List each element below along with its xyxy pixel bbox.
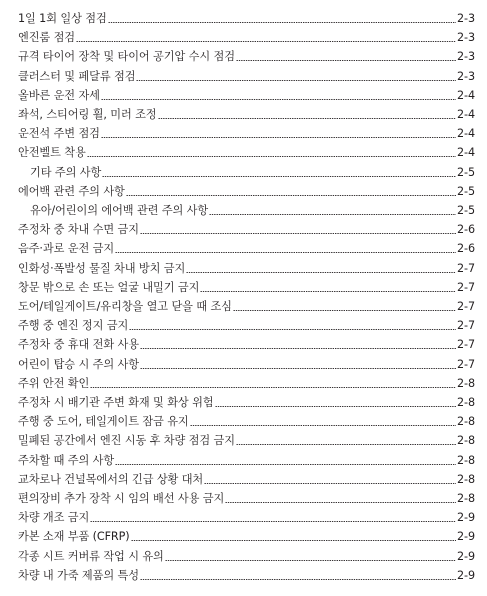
toc-entry-title: 차량 개조 금지 bbox=[18, 511, 90, 525]
toc-entry-page-number: 2-9 bbox=[457, 568, 475, 582]
toc-entry-page-number: 2-7 bbox=[457, 338, 475, 352]
toc-entry-title: 엔진룸 점검 bbox=[18, 31, 75, 45]
toc-entry-page-number: 2-9 bbox=[457, 549, 475, 563]
toc-entry-page-number: 2-5 bbox=[457, 184, 475, 198]
dot-leader bbox=[204, 483, 456, 484]
toc-entry[interactable] bbox=[18, 450, 475, 468]
toc-entry-title: 에어백 관련 주의 사항 bbox=[18, 184, 125, 198]
toc-entry-title: 좌석, 스티어링 휠, 미러 조정 bbox=[18, 108, 157, 121]
dot-leader bbox=[115, 464, 456, 465]
toc-entry-page-number: 2-6 bbox=[457, 223, 475, 237]
toc-entry[interactable] bbox=[18, 142, 475, 160]
toc-entry-page-number: 2-3 bbox=[457, 50, 475, 64]
toc-entry-page-number: 2-8 bbox=[457, 472, 475, 486]
toc-entry-page-number: 2-8 bbox=[457, 492, 475, 505]
toc-entry-title: 각종 시트 커버류 작업 시 유의 bbox=[18, 549, 164, 563]
toc-entry[interactable] bbox=[18, 392, 475, 410]
toc-entry-page-number: 2-8 bbox=[457, 376, 475, 390]
toc-entry[interactable] bbox=[18, 85, 475, 103]
toc-entry-page-number: 2-9 bbox=[457, 530, 475, 544]
dot-leader bbox=[140, 579, 456, 580]
toc-entry-title: 클러스터 및 페달류 점검 bbox=[18, 69, 136, 83]
toc-entry-page-number: 2-9 bbox=[457, 511, 475, 525]
toc-entry-title: 안전벨트 착용 bbox=[18, 146, 86, 160]
toc-entry-page-number: 2-3 bbox=[457, 12, 475, 25]
dot-leader bbox=[136, 80, 456, 81]
toc-entry-title: 편의장비 추가 장착 시 임의 배선 사용 금지 bbox=[18, 492, 225, 505]
dot-leader bbox=[126, 195, 456, 196]
toc-entry[interactable] bbox=[18, 181, 475, 199]
dot-leader bbox=[101, 99, 456, 100]
dot-leader bbox=[115, 252, 456, 253]
toc-entry-page-number: 2-8 bbox=[457, 396, 475, 409]
toc-entry[interactable] bbox=[30, 200, 475, 218]
toc-entry-page-number: 2-4 bbox=[457, 127, 475, 141]
toc-entry-title: 어린이 탑승 시 주의 사항 bbox=[18, 357, 139, 371]
dot-leader bbox=[131, 540, 457, 541]
toc-entry[interactable] bbox=[18, 488, 475, 506]
toc-entry-page-number: 2-5 bbox=[457, 204, 475, 217]
toc-entry[interactable] bbox=[18, 27, 475, 45]
toc-entry[interactable] bbox=[18, 354, 475, 372]
toc-entry-page-number: 2-4 bbox=[457, 146, 475, 160]
dot-leader bbox=[165, 560, 456, 561]
toc-entry[interactable] bbox=[18, 219, 475, 237]
toc-entry-page-number: 2-4 bbox=[457, 108, 475, 121]
toc-entry-title: 유아/어린이의 에어백 관련 주의 사항 bbox=[30, 204, 209, 217]
dot-leader bbox=[140, 368, 456, 369]
dot-leader bbox=[236, 60, 456, 61]
toc-entry[interactable] bbox=[18, 411, 475, 429]
toc-entry-page-number: 2-8 bbox=[457, 453, 475, 467]
toc-entry-page-number: 2-7 bbox=[457, 300, 475, 313]
toc-entry[interactable] bbox=[18, 66, 475, 84]
dot-leader bbox=[236, 444, 456, 445]
toc-entry-title: 주행 중 엔진 정지 금지 bbox=[18, 319, 129, 333]
toc-entry-title: 주행 중 도어, 테일게이트 잠금 유지 bbox=[18, 415, 189, 429]
toc-entry[interactable] bbox=[18, 507, 475, 525]
toc-entry[interactable] bbox=[18, 526, 475, 544]
dot-leader bbox=[129, 329, 456, 330]
dot-leader bbox=[87, 156, 456, 157]
toc-entry[interactable] bbox=[18, 373, 475, 391]
toc-entry-page-number: 2-8 bbox=[457, 415, 475, 429]
toc-entry-title: 주위 안전 확인 bbox=[18, 376, 90, 390]
toc-entry[interactable] bbox=[18, 334, 475, 352]
dot-leader bbox=[186, 272, 456, 273]
toc-entry[interactable] bbox=[18, 8, 475, 26]
toc-entry-title: 카본 소재 부품 (CFRP) bbox=[18, 530, 130, 544]
dot-leader bbox=[233, 310, 456, 311]
dot-leader bbox=[76, 41, 456, 42]
dot-leader bbox=[101, 137, 456, 138]
toc-entry[interactable] bbox=[18, 546, 475, 564]
dot-leader bbox=[140, 348, 456, 349]
dot-leader bbox=[158, 118, 456, 119]
dot-leader bbox=[90, 387, 456, 388]
dot-leader bbox=[225, 502, 456, 503]
toc-entry-page-number: 2-4 bbox=[457, 88, 475, 102]
toc-entry-title: 차량 내 가죽 제품의 특성 bbox=[18, 568, 139, 582]
toc-entry-title: 올바른 운전 자세 bbox=[18, 88, 100, 102]
toc-entry-title: 음주·과로 운전 금지 bbox=[18, 242, 115, 256]
toc-entry-page-number: 2-7 bbox=[457, 280, 475, 294]
toc-entry-title: 교차로나 건널목에서의 긴급 상황 대처 bbox=[18, 472, 204, 486]
toc-entry-title: 인화성·폭발성 물질 차내 방치 금지 bbox=[18, 261, 186, 275]
toc-entry-page-number: 2-8 bbox=[457, 434, 475, 448]
dot-leader bbox=[108, 22, 456, 23]
toc-entry[interactable] bbox=[18, 296, 475, 314]
toc-entry-page-number: 2-3 bbox=[457, 31, 475, 45]
toc-entry-title: 밀폐된 공간에서 엔진 시동 후 차량 점검 금지 bbox=[18, 434, 235, 448]
toc-entry-title: 규격 타이어 장착 및 타이어 공기압 수시 점검 bbox=[18, 50, 235, 64]
toc-entry[interactable] bbox=[30, 162, 475, 180]
dot-leader bbox=[90, 521, 456, 522]
toc-entry-page-number: 2-6 bbox=[457, 242, 475, 256]
toc-entry-page-number: 2-3 bbox=[457, 69, 475, 83]
toc-entry[interactable] bbox=[18, 46, 475, 64]
dot-leader bbox=[102, 176, 456, 177]
toc-entry-title: 주정차 중 휴대 전화 사용 bbox=[18, 338, 139, 352]
toc-entry-title: 1일 1회 일상 점검 bbox=[18, 12, 107, 25]
toc-entry-title: 도어/테일게이트/유리창을 열고 닫을 때 조심 bbox=[18, 300, 232, 313]
toc-entry[interactable] bbox=[18, 123, 475, 141]
toc-entry[interactable] bbox=[18, 104, 475, 122]
toc-entry[interactable] bbox=[18, 277, 475, 295]
toc-entry[interactable] bbox=[18, 469, 475, 487]
dot-leader bbox=[140, 233, 456, 234]
toc-entry-title: 주정차 중 차내 수면 금지 bbox=[18, 223, 139, 237]
toc-entry[interactable] bbox=[18, 315, 475, 333]
toc-entry[interactable] bbox=[18, 238, 475, 256]
dot-leader bbox=[200, 291, 456, 292]
toc-entry-title: 주차할 때 주의 사항 bbox=[18, 453, 115, 467]
toc-entry-title: 주정차 시 배기관 주변 화재 및 화상 위험 bbox=[18, 396, 214, 409]
toc-entry[interactable] bbox=[18, 430, 475, 448]
toc-entry-title: 창문 밖으로 손 또는 얼굴 내밀기 금지 bbox=[18, 280, 200, 294]
dot-leader bbox=[215, 406, 457, 407]
toc-entry-page-number: 2-7 bbox=[457, 357, 475, 371]
toc-entry-page-number: 2-5 bbox=[457, 165, 475, 179]
toc-entry-title: 기타 주의 사항 bbox=[30, 165, 102, 179]
toc-entry-page-number: 2-7 bbox=[457, 261, 475, 275]
toc-entry-title: 운전석 주변 점검 bbox=[18, 127, 100, 141]
toc-entry[interactable] bbox=[18, 565, 475, 583]
toc-entry[interactable] bbox=[18, 258, 475, 276]
dot-leader bbox=[209, 214, 456, 215]
toc-entry-page-number: 2-7 bbox=[457, 319, 475, 333]
dot-leader bbox=[190, 425, 456, 426]
